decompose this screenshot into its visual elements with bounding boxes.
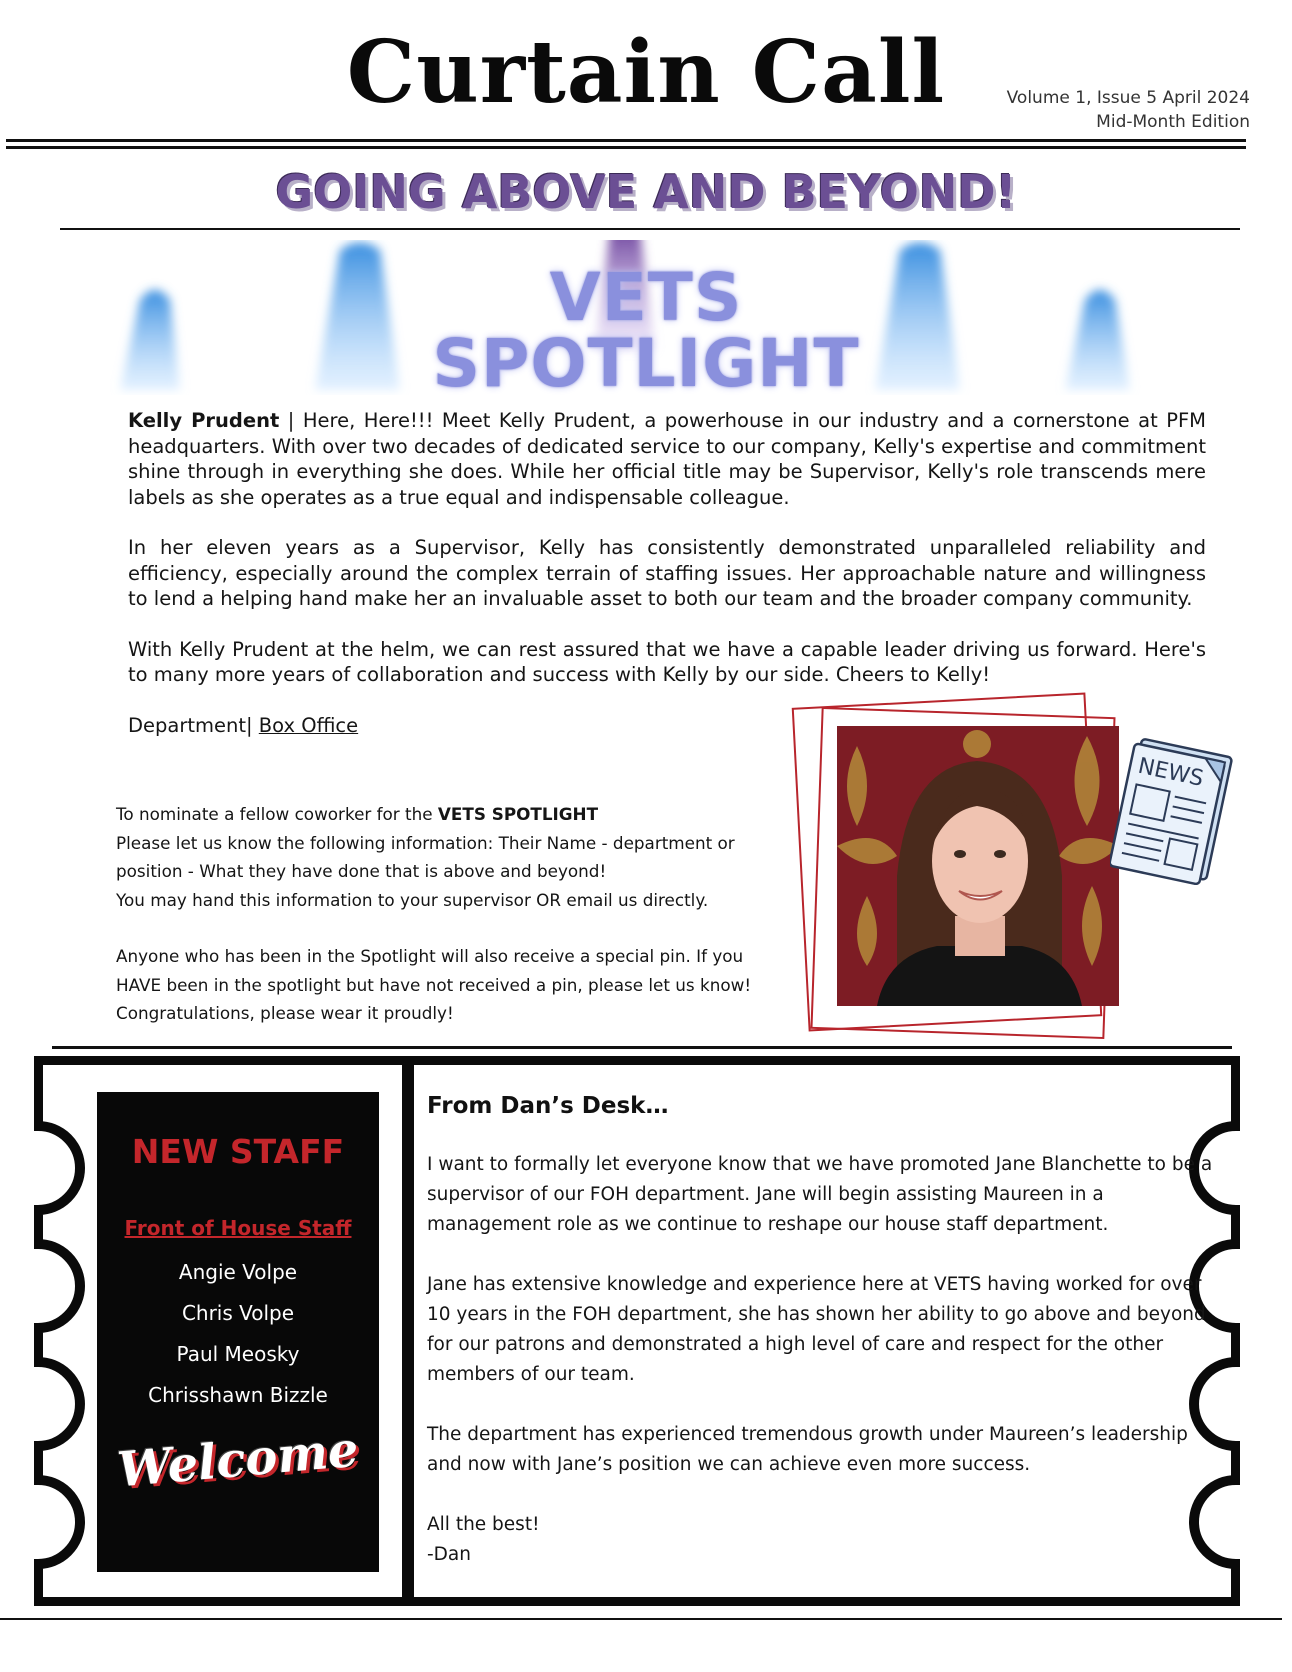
- footer-rule: [0, 1618, 1282, 1620]
- desk-paragraph-3: The department has experienced tremendous growth under Maureen’s leadership and now with Jane’s position we can achieve even more success.: [427, 1424, 1188, 1475]
- nomination-bold: VETS SPOTLIGHT: [437, 804, 599, 824]
- news-icon-label: NEWS: [1135, 753, 1206, 792]
- issue-volume: Volume 1, Issue 5 April 2024: [1006, 88, 1250, 108]
- staff-name-1: Angie Volpe: [178, 1260, 298, 1284]
- pin-note: Anyone who has been in the Spotlight will also receive a special pin. If you HAVE been in the spotlight but have not received a pin, please let us know! Congratulations, please wear it proudly!: [116, 946, 752, 1023]
- masthead-rule-bottom: [6, 146, 1246, 149]
- nomination-delivery: You may hand this information to your supervisor OR email us directly.: [116, 889, 709, 910]
- headline-rule: [60, 228, 1240, 230]
- new-staff-panel: [97, 1092, 379, 1572]
- section-divider: [52, 1046, 1232, 1049]
- vets-title-line2: SPOTLIGHT: [432, 325, 860, 402]
- ticket-divider: [402, 1060, 414, 1602]
- department-label: Department|: [128, 713, 259, 737]
- kelly-photo: [837, 726, 1119, 1006]
- desk-paragraph-2: Jane has extensive knowledge and experience here at VETS having worked for over 10 years in the FOH department, she has shown her ability to go above and beyond for our patrons and demonstrated a high level of care and respect for the other members of our team.: [427, 1274, 1206, 1385]
- new-staff-subtitle: Front of House Staff: [124, 1216, 352, 1240]
- newspaper-icon: [1110, 735, 1240, 885]
- vets-spotlight-title: [0, 259, 1292, 402]
- welcome-graphic: Welcome: [115, 1421, 361, 1499]
- staff-name-4: Chrisshawn Bizzle: [148, 1383, 328, 1407]
- nomination-details: Please let us know the following information: Their Name - department or position - What they have done that is above and beyond!: [116, 832, 735, 881]
- spotlight-name: Kelly Prudent: [128, 409, 280, 432]
- staff-name-2: Chris Volpe: [181, 1301, 295, 1325]
- desk-signature: -Dan: [427, 1544, 471, 1565]
- article-paragraph-1-text: | Here, Here!!! Meet Kelly Prudent, a powerhouse in our industry and a cornerstone at PFM headquarters. With over two decades of dedicated service to our company, Kelly's expertise and commitment shine through in everything she does. While her official title may be Supervisor, Kelly's role transcends mere labels as she operates as a true equal and indispensable colleague.: [128, 409, 1206, 509]
- department-link[interactable]: Box Office: [258, 713, 359, 737]
- vets-title-line1: VETS: [549, 259, 743, 336]
- nomination-info: [116, 800, 776, 1056]
- article-paragraph-3: With Kelly Prudent at the helm, we can rest assured that we have a capable leader driving us forward. Here's to many more years of collaboration and success with Kelly by our side. Cheers to Kelly!: [128, 637, 1206, 686]
- desk-paragraph-1: I want to formally let everyone know that we have promoted Jane Blanchette to be a supervisor of our FOH department. Jane will begin assisting Maureen in a management role as we continue to reshape our house staff department.: [427, 1154, 1213, 1235]
- issue-info: [1007, 86, 1250, 134]
- nomination-instructions: [116, 800, 776, 914]
- desk-body: [427, 1150, 1217, 1570]
- headline: GOING ABOVE AND BEYOND!: [275, 165, 1017, 219]
- nomination-prefix: To nominate a fellow coworker for the: [116, 804, 438, 824]
- new-staff-title: NEW STAFF: [131, 1132, 345, 1171]
- desk-title: From Dan’s Desk…: [427, 1093, 669, 1119]
- issue-edition: Mid-Month Edition: [1096, 112, 1250, 132]
- staff-name-3: Paul Meosky: [176, 1342, 300, 1366]
- desk-signoff: All the best!: [427, 1514, 540, 1535]
- masthead-rule-top: [6, 139, 1246, 142]
- article-paragraph-1: [128, 408, 1206, 510]
- article-paragraph-2: In her eleven years as a Supervisor, Kelly has consistently demonstrated unparalleled reliability and efficiency, especially around the complex terrain of staffing issues. Her approachable nature and willingness to lend a helping hand make her an invaluable asset to both our team and the broader company community.: [128, 536, 1206, 610]
- newsletter-title: Curtain Call: [346, 22, 946, 123]
